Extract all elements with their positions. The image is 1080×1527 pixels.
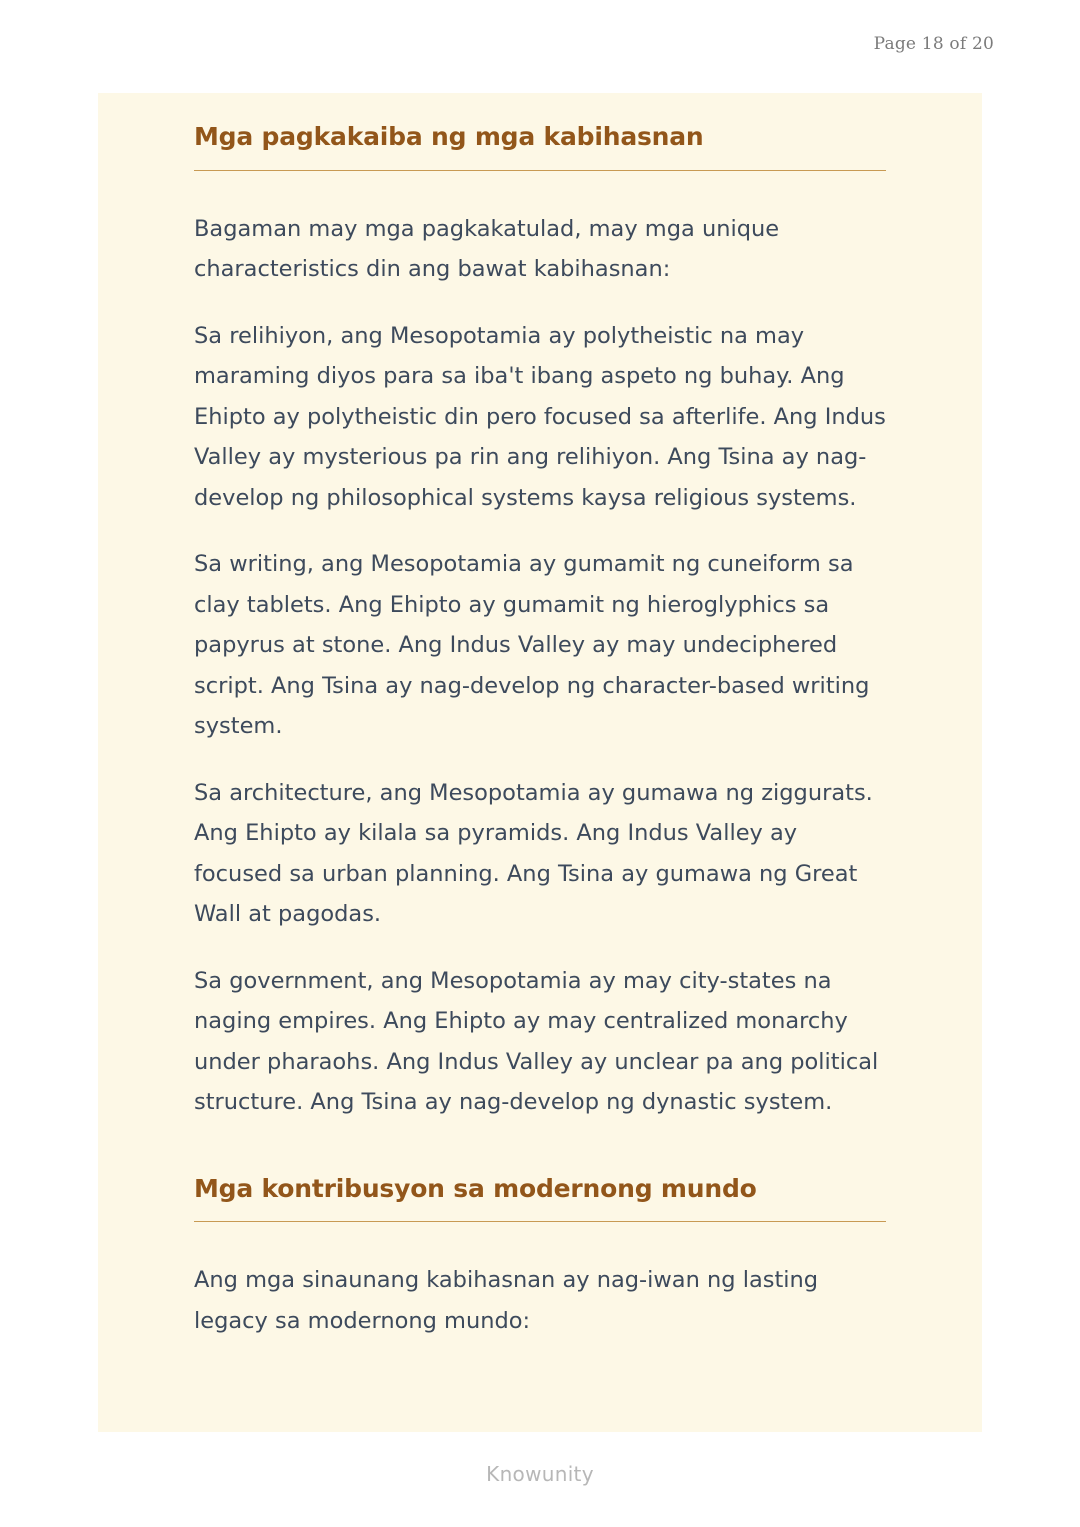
paragraph-architecture: Sa architecture, ang Mesopotamia ay gumawa ng ziggurats. Ang Ehipto ay kilala sa pyramids. Ang Indus Valley ay focused sa urban planning. Ang Tsina ay gumawa ng Great Wall at pagodas.	[194, 779, 873, 927]
section-title-contributions: Mga kontribusyon sa modernong mundo	[194, 1173, 757, 1203]
paragraph-religion: Sa relihiyon, ang Mesopotamia ay polytheistic na may maraming diyos para sa iba't ibang aspeto ng buhay. Ang Ehipto ay polytheistic din pero focused sa afterlife. Ang Indus Valley ay mysterious pa rin ang relihiyon. Ang Tsina ay nag-develop ng philosophical systems kaysa religious systems.	[194, 322, 886, 511]
page-number-label: Page 18 of 20	[873, 34, 994, 54]
paragraph-intro-contributions: Ang mga sinaunang kabihasnan ay nag-iwan ng lasting legacy sa modernong mundo:	[194, 1267, 819, 1334]
content-body	[98, 121, 982, 1341]
footer-brand-label: Knowunity	[486, 1462, 594, 1486]
section-title-differences: Mga pagkakaiba ng mga kabihasnan	[194, 122, 704, 151]
paragraph-intro-differences: Bagaman may mga pagkakatulad, may mga unique characteristics din ang bawat kabihasnan:	[194, 215, 780, 282]
content-card	[98, 93, 982, 1432]
paragraph-government: Sa government, ang Mesopotamia ay may city-states na naging empires. Ang Ehipto ay may centralized monarchy under pharaohs. Ang Indus Valley ay unclear pa ang political structure. Ang Tsina ay nag-develop ng dynastic system.	[194, 967, 879, 1115]
paragraph-writing: Sa writing, ang Mesopotamia ay gumamit ng cuneiform sa clay tablets. Ang Ehipto ay gumamit ng hieroglyphics sa papyrus at stone. Ang Indus Valley ay may undeciphered script. Ang Tsina ay nag-develop ng character-based writing system.	[194, 551, 870, 739]
